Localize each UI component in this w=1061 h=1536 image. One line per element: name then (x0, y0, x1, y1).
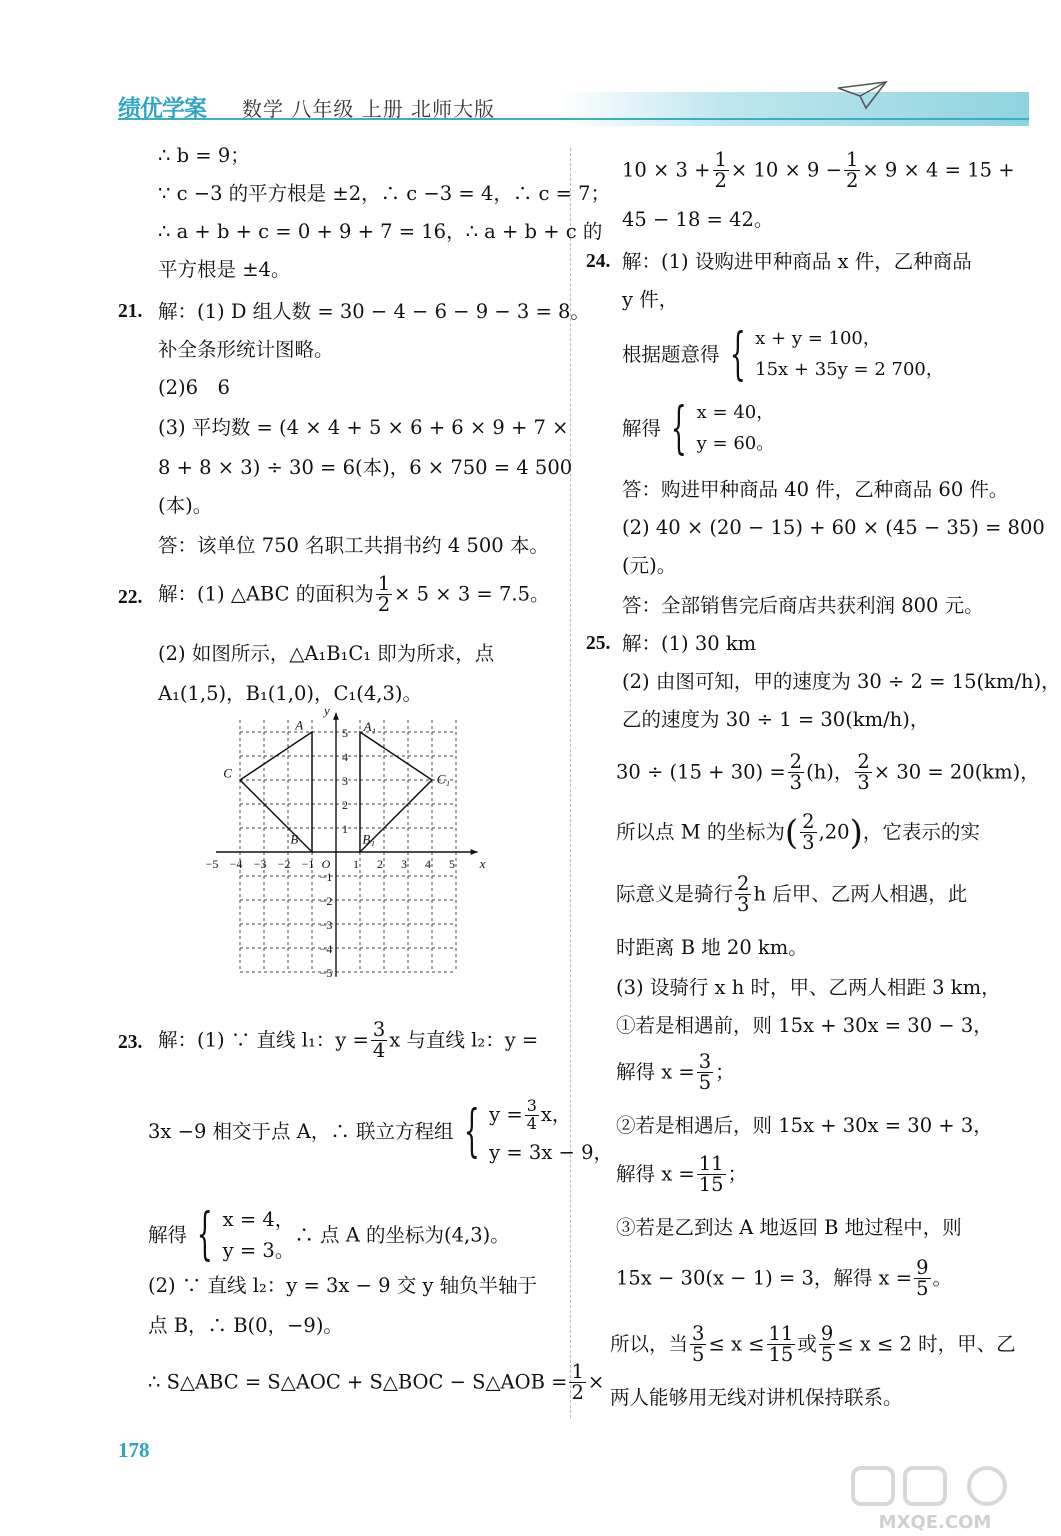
coordinate-graph (205, 703, 498, 1004)
text-span: × 30 = 20(km)， (873, 760, 1040, 784)
text-span: y = (489, 1102, 523, 1126)
text-line: ②若是相遇后，则 15x + 30x = 30 + 3， (616, 1114, 993, 1137)
text-line (158, 1020, 538, 1062)
y-tick-label: 1 (342, 822, 348, 836)
text-line: 乙的速度为 30 ÷ 1 = 30(km/h)， (622, 708, 930, 731)
x-tick-label: 4 (425, 857, 431, 871)
text-line (616, 1052, 735, 1094)
text-line (148, 1362, 604, 1404)
fraction (788, 752, 804, 794)
y-tick-label: −4 (319, 942, 333, 956)
fraction-numerator: 1 (377, 572, 391, 595)
y-tick-label: 5 (342, 726, 348, 740)
text-line (616, 874, 967, 916)
text-line (148, 1204, 510, 1266)
brace-symbol: { (729, 321, 746, 387)
text-line (148, 1098, 613, 1166)
point-label: C₁ (436, 771, 451, 787)
text-span: 。 (932, 1266, 953, 1290)
text-span: 或 (797, 1332, 817, 1356)
text-line: ∴ a + b + c = 0 + 9 + 7 = 16，∴ a + b + c 的 (158, 220, 603, 243)
text-line: (本)。 (158, 494, 213, 517)
text-span: 解：(1) ∵ 直线 l₁：y = (158, 1028, 369, 1052)
question-number: 22. (118, 587, 143, 608)
fraction-numerator: 3 (692, 1322, 705, 1345)
equation: y = 60。 (696, 432, 775, 454)
column-divider (570, 148, 571, 1418)
y-tick-label: 3 (342, 774, 348, 788)
text-line: y 件， (622, 288, 679, 311)
x-axis-arrow (471, 849, 478, 855)
brace-symbol: { (196, 1202, 213, 1268)
fraction (697, 1154, 726, 1196)
text-span: ，它表示的实 (862, 820, 980, 844)
x-axis-label: x (479, 856, 486, 871)
text-span: (h)， (806, 760, 854, 784)
text-line: ①若是相遇前，则 15x + 30x = 30 − 3， (616, 1014, 993, 1037)
text-line (622, 395, 775, 461)
y-tick-label: −2 (319, 894, 333, 908)
fraction-denominator: 2 (845, 169, 859, 193)
fraction (914, 1258, 930, 1300)
text-line: 答：全部销售完后商店共获利润 800 元。 (622, 594, 984, 617)
text-span: ； (727, 1162, 748, 1186)
x-tick-label: 2 (377, 857, 383, 871)
question-number: 21. (118, 301, 143, 322)
header-band (560, 92, 1029, 126)
fraction-numerator: 1 (845, 148, 859, 171)
watermark-logo (843, 1466, 1023, 1532)
text-span: 解：(1) △ABC 的面积为 (158, 582, 374, 606)
text-line: 补全条形统计图略。 (158, 338, 334, 361)
fraction-numerator: 3 (372, 1018, 386, 1041)
question-number: 25. (586, 633, 611, 654)
fraction-denominator: 3 (737, 893, 750, 917)
fraction (855, 752, 871, 794)
y-tick-label: −3 (319, 918, 333, 932)
fraction (371, 1020, 387, 1062)
y-tick-label: 4 (342, 750, 348, 764)
fraction (819, 1324, 835, 1366)
x-tick-label: −1 (301, 857, 315, 871)
fraction-numerator: 2 (737, 872, 750, 895)
equation: x + y = 100， (755, 328, 881, 349)
text-line: ∵ c −3 的平方根是 ±2，∴ c −3 = 4，∴ c = 7； (158, 182, 611, 205)
point-label: C (223, 765, 232, 781)
text-line (158, 574, 549, 616)
text-span: 15x − 30(x − 1) = 3，解得 x = (616, 1266, 913, 1290)
fraction-denominator: 15 (698, 1173, 724, 1197)
fraction-numerator: 11 (768, 1322, 794, 1345)
x-tick-label: O (321, 857, 331, 871)
equation: x = 40， (696, 402, 775, 423)
point-label: A (295, 717, 304, 733)
fraction-denominator: 3 (802, 831, 815, 855)
text-span: x， (540, 1102, 572, 1126)
y-axis-arrow (333, 713, 339, 720)
text-line (616, 752, 1040, 794)
equation-system (755, 324, 944, 385)
x-tick-label: 3 (401, 857, 407, 871)
equation: y = 3x − 9， (489, 1140, 613, 1164)
paper-plane-icon (836, 78, 888, 112)
fraction-numerator: 2 (802, 810, 815, 833)
text-span: ∴ 点 A 的坐标为(4,3)。 (294, 1223, 510, 1247)
text-line: 时距离 B 地 20 km。 (616, 936, 808, 959)
text-line: 答：该单位 750 名职工共捐书约 4 500 本。 (158, 534, 549, 557)
question-number: 23. (118, 1032, 143, 1053)
text-line: 45 − 18 = 42。 (622, 208, 774, 231)
x-tick-label: −4 (229, 857, 243, 871)
fraction-denominator: 5 (692, 1343, 705, 1367)
fraction-denominator: 3 (857, 771, 870, 795)
fraction (713, 150, 729, 192)
equation: y = 3。 (222, 1239, 295, 1263)
text-line: 所以点 M 的坐标为( $\frac{2}{3}$ ,20)，它表示的实 (616, 810, 980, 855)
text-line: (2) 如图所示，△A₁B₁C₁ 即为所求，点 (158, 642, 495, 665)
x-tick-label: −2 (277, 857, 291, 871)
text-line: 8 + 8 × 3) ÷ 30 = 6(本)，6 × 750 = 4 500 (158, 456, 573, 479)
text-span: 解得 x = (616, 1060, 695, 1084)
right-column (582, 140, 1061, 1430)
text-line: (3) 设骑行 x h 时，甲、乙两人相距 3 km， (616, 976, 1001, 999)
fraction-denominator: 2 (571, 1381, 584, 1405)
fraction-numerator: 2 (789, 750, 803, 773)
page-number: 178 (118, 1438, 150, 1462)
question-number: 24. (586, 251, 611, 272)
fraction-denominator: 4 (526, 1113, 537, 1133)
brand-logo: 绩优学案 (118, 96, 206, 122)
page-header (0, 78, 1029, 130)
fraction (697, 1052, 713, 1094)
triangle-abc (240, 732, 312, 852)
text-span: × 5 × 3 = 7.5。 (394, 582, 550, 606)
text-line: 答：购进甲种商品 40 件，乙种商品 60 件。 (622, 478, 1009, 501)
fraction (690, 1324, 706, 1366)
fraction-numerator: 1 (714, 148, 727, 171)
text-line: 两人能够用无线对讲机保持联系。 (610, 1386, 903, 1409)
book-subtitle: 数学 八年级 上册 北师大版 (242, 97, 496, 121)
text-line: 解：(1) 设购进甲种商品 x 件，乙种商品 (622, 250, 972, 273)
x-tick-label: 5 (449, 857, 455, 871)
text-line: ∴ b = 9； (158, 144, 250, 167)
text-line (616, 1258, 952, 1300)
equation: x = 4， (222, 1208, 295, 1231)
solution-system (697, 398, 775, 459)
fraction-numerator: 9 (916, 1256, 929, 1279)
text-span: 所以点 M 的坐标为 (616, 820, 785, 844)
text-span: 解得 (622, 416, 662, 440)
fraction (376, 574, 392, 616)
text-span: 10 × 3 + (622, 158, 711, 182)
text-line (622, 321, 944, 387)
text-span: x 与直线 l₂：y = (389, 1028, 539, 1052)
point-label: B₁ (362, 831, 375, 847)
y-axis-label: y (324, 703, 330, 719)
text-span: ≤ x ≤ (708, 1332, 765, 1356)
text-line: A₁(1,5)，B₁(1,0)，C₁(4,3)。 (158, 682, 422, 705)
text-line: (2) 40 × (20 − 15) + 60 × (45 − 35) = 800 (622, 516, 1045, 539)
text-line: (2) 由图可知，甲的速度为 30 ÷ 2 = 15(km/h)， (622, 670, 1061, 693)
y-tick-label: 2 (342, 798, 348, 812)
text-line: (2) ∵ 直线 l₂：y = 3x − 9 交 y 轴负半轴于 (148, 1274, 538, 1297)
x-tick-label: −5 (205, 857, 219, 871)
text-span: ≤ x ≤ 2 时，甲、乙 (837, 1332, 1016, 1356)
text-span: 30 ÷ (15 + 30) = (616, 760, 786, 784)
fraction-denominator: 4 (372, 1039, 386, 1063)
equation: 15x + 35y = 2 700， (755, 358, 944, 380)
text-line: (元)。 (622, 554, 677, 577)
fraction (735, 874, 751, 916)
point-label: A₁ (363, 718, 377, 734)
fraction-numerator: 3 (698, 1050, 712, 1073)
y-tick-label: −5 (319, 966, 333, 980)
y-tick-label: −1 (319, 870, 333, 884)
x-tick-label: 1 (353, 857, 359, 871)
text-span: 际意义是骑行 (616, 882, 734, 906)
fraction (844, 150, 860, 192)
text-span: 解得 x = (616, 1162, 695, 1186)
text-span: × 9 × 4 = 15 + (862, 158, 1015, 182)
solution-system (223, 1204, 295, 1266)
text-line: (3) 平均数 = (4 × 4 + 5 × 6 + 6 × 9 + 7 × (158, 416, 569, 439)
text-line (610, 1324, 1016, 1366)
fraction (767, 1324, 796, 1366)
text-span: ∴ S△ABC = S△AOC + S△BOC − S△AOB = (148, 1370, 568, 1394)
text-line (616, 1154, 747, 1196)
fraction-denominator: 5 (698, 1071, 712, 1095)
brace-symbol: { (670, 395, 687, 461)
text-span: 解得 (148, 1223, 188, 1247)
fraction-denominator: 2 (714, 169, 727, 193)
fraction-numerator: 11 (698, 1152, 724, 1175)
point-label: B (290, 831, 299, 847)
text-line: 解：(1) D 组人数 = 30 − 4 − 6 − 9 − 3 = 8。 (158, 300, 590, 323)
watermark-text: MXQE.COM (878, 1512, 992, 1533)
fraction-numerator: 2 (857, 750, 870, 773)
fraction-denominator: 3 (789, 771, 803, 795)
text-span: × (587, 1370, 605, 1394)
text-span: 所以，当 (610, 1332, 689, 1356)
fraction-denominator: 15 (768, 1343, 794, 1367)
text-line: ③若是乙到达 A 地返回 B 地过程中，则 (616, 1216, 962, 1239)
text-span: ； (715, 1060, 735, 1084)
text-line: (2)6 6 (158, 376, 230, 399)
fraction (800, 812, 816, 854)
fraction-numerator: 3 (526, 1096, 537, 1115)
text-line: 平方根是 ±4。 (158, 258, 291, 281)
text-span: × 10 × 9 − (730, 158, 842, 182)
fraction-numerator: 9 (820, 1322, 834, 1345)
fraction-denominator: 5 (916, 1277, 929, 1301)
fraction-denominator: 2 (377, 593, 391, 617)
fraction-numerator: 1 (571, 1360, 584, 1383)
text-line (622, 150, 1015, 192)
fraction-denominator: 5 (820, 1343, 834, 1367)
text-line: 解：(1) 30 km (622, 632, 757, 655)
text-line: 点 B，∴ B(0，−9)。 (148, 1314, 343, 1337)
text-span: h 后甲、乙两人相遇，此 (753, 882, 968, 906)
text-span: 3x −9 相交于点 A，∴ 联立方程组 (148, 1120, 454, 1144)
text-span: ,20 (818, 820, 850, 844)
x-tick-label: −3 (253, 857, 267, 871)
brace-symbol: { (463, 1098, 480, 1164)
fraction (525, 1098, 539, 1133)
text-span: 根据题意得 (622, 342, 720, 366)
